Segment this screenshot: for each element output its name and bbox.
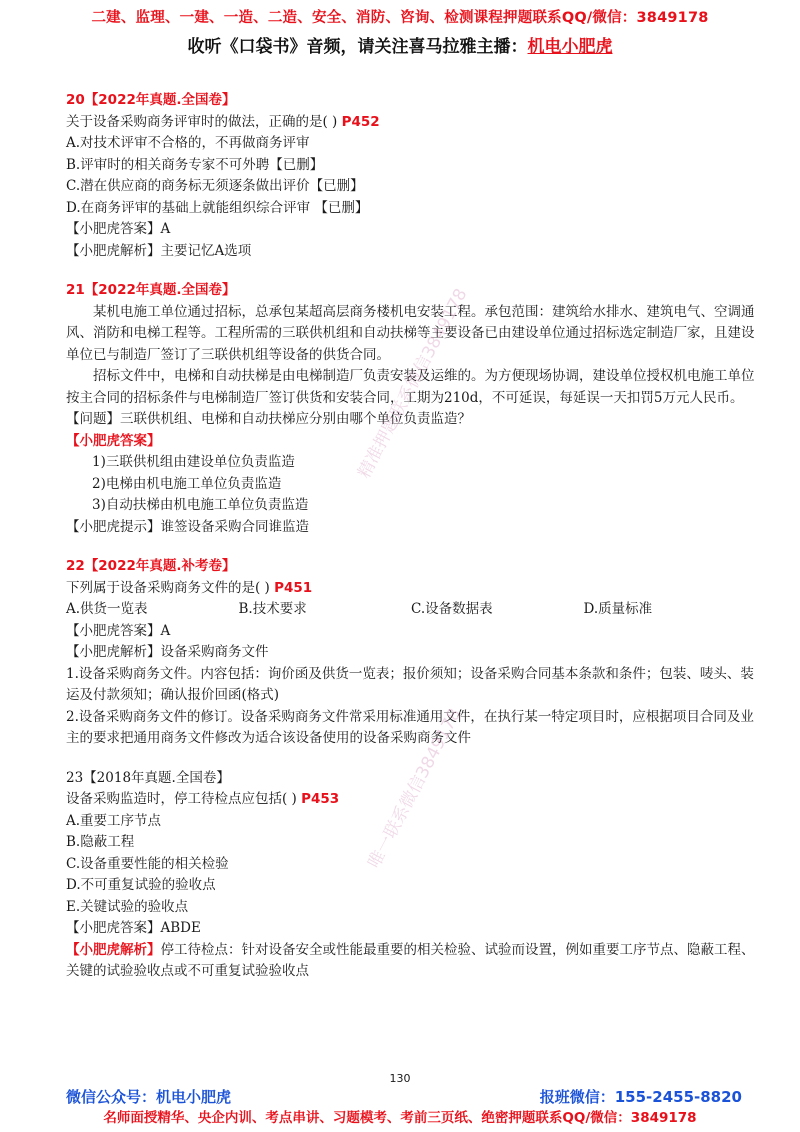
q20-answer: 【小肥虎答案】A [66,221,171,237]
q22-note-2: 2.设备采购商务文件的修订。设备采购商务文件常采用标准通用文件，在执行某一特定项目时，应根据项目合同及业主的要求把通用商务文件修改为适合该设备使用的设备采购商务文件 [66,708,754,746]
q23-option-d: D.不可重复试验的验收点 [66,877,216,893]
q21-answer-label: 【小肥虎答案】 [66,432,161,449]
q22-title: 22【2022年真题.补考卷】 [66,558,236,574]
header-audio-line [0,32,800,57]
q20-option-a: A.对技术评审不合格的，不再做商务评审 [66,135,310,151]
q20-stem [66,112,756,134]
q22-option-c: C.设备数据表 [411,601,493,617]
footer-contact-row [66,1086,742,1107]
q23-page-ref: P453 [301,791,340,807]
q20-title: 20【2022年真题.全国卷】 [66,92,236,108]
q22-option-b: B.技术要求 [238,601,307,617]
q23-title: 23【2018年真题.全国卷】 [66,769,230,786]
header-contact-line: 二建、监理、一建、一造、二造、安全、消防、咨询、检测课程押题联系QQ/微信：3849178 [91,10,709,26]
q22-answer: 【小肥虎答案】A [66,622,171,639]
q22-stem-text: 下列属于设备采购商务文件的是( ) [66,579,270,596]
q22-stem [66,578,756,600]
page-number: 130 [389,1072,411,1085]
watermark-1: 精准押题联系微信3849178 [354,285,472,482]
q21-hint: 【小肥虎提示】谁签设备采购合同谁监造 [66,518,309,535]
q20-stem-text: 关于设备采购商务评审时的做法，正确的是( ) [66,113,338,130]
q20-option-c: C.潜在供应商的商务标无须逐条做出评价【已删】 [66,178,364,194]
footer-course-line: 名师面授精华、央企内训、考点串讲、习题模考、考前三页纸、绝密押题联系QQ/微信：3849178 [103,1110,697,1126]
q22-analysis: 【小肥虎解析】设备采购商务文件 [66,644,269,660]
q23-stem-text: 设备采购监造时，停工待检点应包括( ) [66,791,297,807]
q21-answer-3: 3)自动扶梯由机电施工单位负责监造 [92,497,309,513]
watermark-2: 唯一联系微信3849178 [364,705,466,872]
q23-answer: 【小肥虎答案】ABDE [66,920,201,936]
q22-option-a: A.供货一览表 [66,601,148,617]
q23-option-c: C.设备重要性能的相关检验 [66,855,229,872]
q21-answer-1: 1)三联供机组由建设单位负责监造 [92,454,295,470]
q23-option-e: E.关键试验的验收点 [66,898,189,915]
footer-enroll-wechat: 报班微信：155-2455-8820 [539,1088,742,1106]
footer-wechat-account: 微信公众号：机电小肥虎 [66,1088,232,1106]
q20-page-ref: P452 [341,113,380,130]
header-audio-prefix: 收听《口袋书》音频，请关注喜马拉雅主播： [187,37,528,57]
q23-analysis [66,940,756,983]
q22-option-d: D.质量标准 [583,601,653,617]
q21-answer-2: 2)电梯由机电施工单位负责监造 [92,475,282,492]
q21-question: 【问题】三联供机组、电梯和自动扶梯应分别由哪个单位负责监造？ [66,411,471,427]
q21-paragraph-2: 招标文件中，电梯和自动扶梯是由电梯制造厂负责安装及运维的。为方便现场协调，建设单位授权机电施工单位按主合同的招标条件与电梯制造厂签订供货和安装合同，工期为210d，不可延误，每延误一天扣罚5万元人民币。 [66,368,755,406]
q20-analysis: 【小肥虎解析】主要记忆A选项 [66,242,252,259]
document-body [66,90,756,983]
q23-analysis-text: 停工待检点：针对设备安全或性能最重要的相关检验、试验而设置，例如重要工序节点、隐蔽工程、关键的试验验收点或不可重复试验验收点 [66,941,755,979]
q22-page-ref: P451 [274,579,313,596]
q23-option-b: B.隐蔽工程 [66,834,135,850]
q23-option-a: A.重要工序节点 [66,812,162,829]
q22-note-1: 1.设备采购商务文件。内容包括：询价函及供货一览表；报价须知；设备采购合同基本条款和条件；包装、唛头、装运及付款须知；确认报价回函(格式) [66,665,754,703]
q21-title: 21【2022年真题.全国卷】 [66,282,236,298]
q20-option-d: D.在商务评审的基础上就能组织综合评审 【已删】 [66,199,369,216]
header-audio-anchor: 机电小肥虎 [527,37,613,57]
q21-paragraph-1: 某机电施工单位通过招标，总承包某超高层商务楼机电安装工程。承包范围：建筑给水排水、建筑电气、空调通风、消防和电梯工程等。工程所需的三联供机组和自动扶梯等主要设备已由建设单位通过招标选定制造厂家，且建设单位已与制造厂签订了三联供机组等设备的供货合同。 [66,303,755,363]
q22-options [66,599,756,621]
q20-option-b: B.评审时的相关商务专家不可外聘【已删】 [66,156,324,173]
q23-analysis-label: 【小肥虎解析】 [66,941,161,958]
